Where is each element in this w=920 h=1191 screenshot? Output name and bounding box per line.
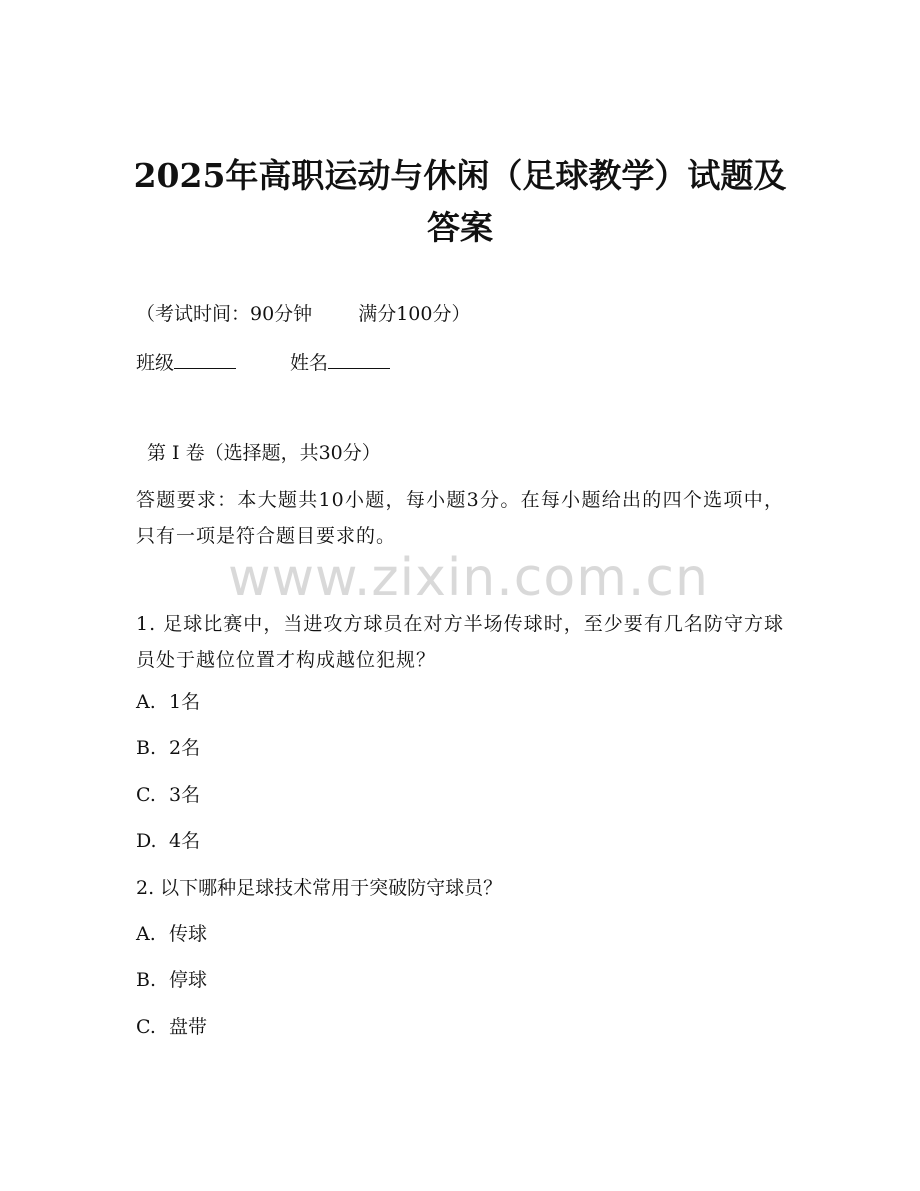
option-letter: C. [136, 784, 156, 806]
option-text: 盘带 [169, 1016, 208, 1038]
option-letter: A. [136, 691, 156, 713]
option-text: 3名 [169, 784, 201, 806]
q2-option-c [136, 1015, 207, 1039]
class-label: 班级 [136, 352, 175, 374]
name-label: 姓名 [290, 352, 329, 374]
q1-option-b [136, 736, 200, 760]
option-text: 传球 [169, 923, 208, 945]
question-1: 1. 足球比赛中，当进攻方球员在对方半场传球时，至少要有几名防守方球员处于越位位置才构成越位犯规？ [136, 613, 784, 671]
option-letter: B. [136, 737, 157, 759]
name-blank [328, 350, 390, 369]
section-title: 第 I 卷（选择题，共30分） [147, 442, 381, 464]
q1-option-d [136, 829, 200, 853]
full-score: 满分100分） [358, 303, 471, 325]
option-text: 停球 [169, 969, 208, 991]
option-text: 2名 [169, 737, 201, 759]
q1-option-a [136, 690, 200, 714]
page-title: 2025年高职运动与休闲（足球教学）试题及答案 [133, 156, 787, 247]
option-letter: D. [136, 830, 157, 852]
class-blank [174, 350, 236, 369]
option-text: 1名 [169, 691, 201, 713]
q1-option-c [136, 783, 200, 807]
q2-option-b [136, 968, 207, 992]
option-text: 4名 [169, 830, 201, 852]
exam-time: （考试时间：90分钟 [136, 303, 313, 325]
option-letter: A. [136, 923, 156, 945]
watermark: www.zixin.com.cn [228, 548, 709, 608]
q2-option-a [136, 922, 207, 946]
question-2: 2. 以下哪种足球技术常用于突破防守球员？ [136, 877, 503, 899]
instructions: 答题要求：本大题共10小题，每小题3分。在每小题给出的四个选项中，只有一项是符合题目要求的。 [136, 489, 784, 547]
option-letter: B. [136, 969, 157, 991]
exam-info [136, 302, 470, 326]
option-letter: C. [136, 1016, 156, 1038]
student-info [136, 350, 390, 375]
